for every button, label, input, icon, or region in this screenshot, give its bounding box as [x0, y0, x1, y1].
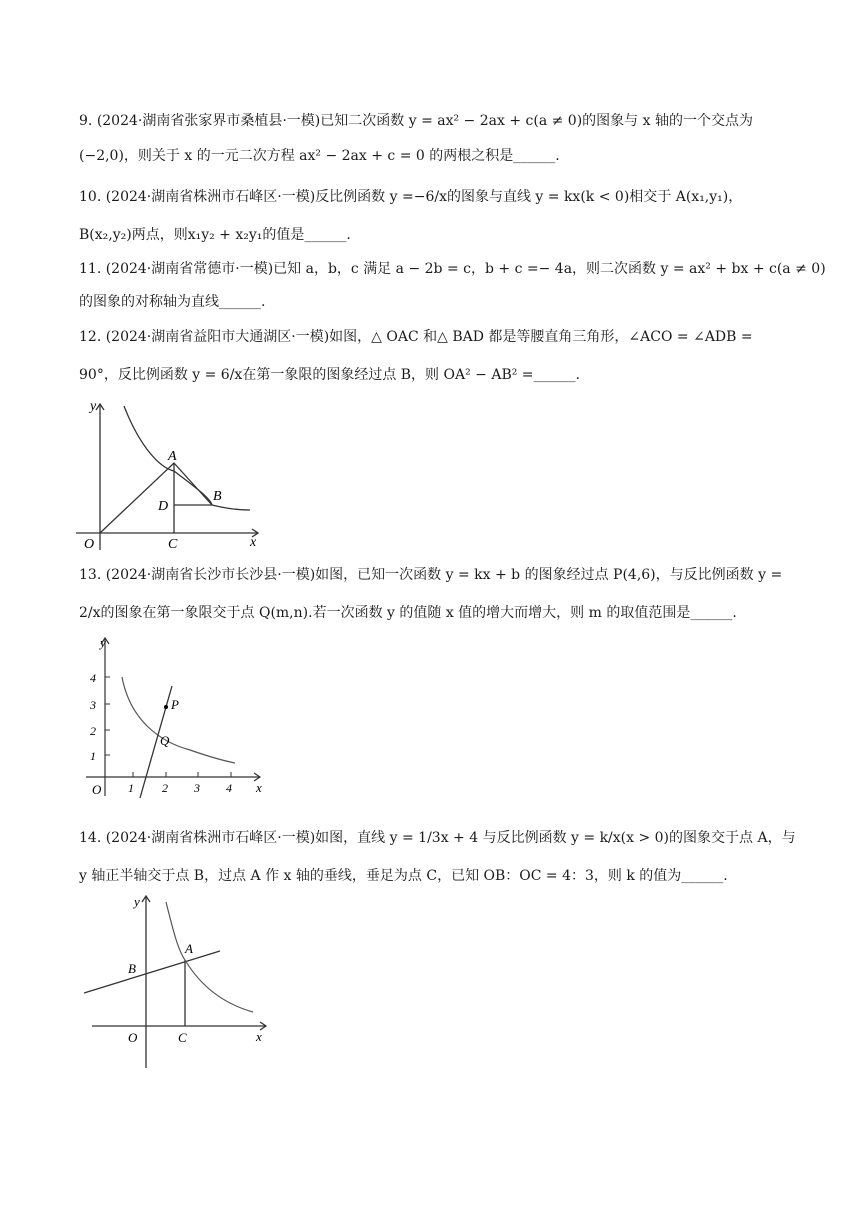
problem-14-figure	[78, 890, 278, 1075]
problem-number: 11.	[79, 261, 102, 277]
problem-number: 14.	[79, 830, 102, 846]
label-x: x	[250, 535, 257, 550]
label-b: B	[128, 961, 136, 976]
problem-text: (2024·湖南省张家界市桑植县·一模)已知二次函数 y = ax² − 2ax + c(a ≠ 0)的图象与 x 轴的一个交点为	[96, 113, 753, 129]
problem-10-line-1	[79, 187, 742, 207]
label-y: y	[134, 894, 140, 909]
label-o: O	[128, 1030, 138, 1045]
y-tick-label: 1	[90, 749, 96, 763]
label-y: y	[100, 635, 106, 650]
problem-12-line-1	[79, 327, 753, 347]
hyperbola-curve	[166, 902, 253, 1012]
problem-13-figure	[80, 630, 280, 802]
problem-12-line-2: 90°，反比例函数 y = 6/x在第一象限的图象经过点 B，则 OA² − AB² =______.	[79, 367, 580, 383]
label-q: Q	[160, 733, 170, 748]
x-tick-label: 2	[162, 781, 168, 795]
label-a: A	[168, 449, 177, 464]
label-o: O	[84, 537, 95, 552]
x-tick-label: 3	[194, 781, 200, 795]
problem-text: (2024·湖南省株洲市石峰区·一模)反比例函数 y =−6/x的图象与直线 y = kx(k < 0)相交于 A(x₁,y₁)，	[105, 189, 743, 205]
problem-number: 12.	[79, 329, 102, 345]
problem-9-line-2: (−2,0)，则关于 x 的一元二次方程 ax² − 2ax + c = 0 的两根之积是______.	[79, 148, 560, 164]
problem-13-line-2: 2/x的图象在第一象限交于点 Q(m,n).若一次函数 y 的值随 x 值的增大而增大，则 m 的取值范围是______.	[79, 605, 737, 621]
problem-11-line-1	[79, 259, 826, 279]
problem-text: (2024·湖南省益阳市大通湖区·一模)如图，△ OAC 和△ BAD 都是等腰直角三角形，∠ACO = ∠ADB =	[105, 329, 753, 345]
x-tick-label: 1	[128, 781, 134, 795]
x-tick-label: 4	[226, 781, 232, 795]
hyperbola-curve	[122, 677, 235, 763]
label-o: O	[92, 782, 102, 797]
problem-9-line-1	[79, 111, 753, 131]
problem-number: 9.	[79, 113, 93, 129]
label-c: C	[168, 537, 178, 552]
problem-text: (2024·湖南省常德市·一模)已知 a，b，c 满足 a − 2b = c，b + c =− 4a，则二次函数 y = ax² + bx + c(a ≠ 0)	[105, 261, 826, 277]
problem-text: (2024·湖南省株洲市石峰区·一模)如图，直线 y = 1/3x + 4 与反比例函数 y = k/x(x > 0)的图象交于点 A，与	[105, 830, 796, 846]
y-tick-label: 4	[90, 671, 96, 685]
problem-10-line-2: B(x₂,y₂)两点，则x₁y₂ + x₂y₁的值是______.	[79, 227, 351, 243]
problem-number: 10.	[79, 189, 102, 205]
problem-14-line-1	[79, 828, 796, 848]
y-tick-label: 3	[90, 698, 96, 712]
point-p	[164, 705, 168, 709]
hyperbola-curve	[124, 406, 250, 510]
label-b: B	[213, 489, 222, 504]
label-x: x	[256, 780, 262, 795]
label-x: x	[256, 1029, 262, 1044]
label-d: D	[158, 499, 169, 514]
label-y: y	[90, 399, 97, 414]
label-a: A	[185, 941, 193, 956]
label-c: C	[178, 1030, 187, 1045]
label-p: P	[171, 697, 179, 712]
problem-11-line-2: 的图象的对称轴为直线______.	[79, 294, 266, 310]
problem-13-line-1	[79, 565, 782, 585]
straight-line	[84, 951, 220, 993]
triangle-o-a-b	[100, 463, 212, 533]
problem-text: (2024·湖南省长沙市长沙县·一模)如图，已知一次函数 y = kx + b 的图象经过点 P(4,6)，与反比例函数 y =	[105, 567, 783, 583]
y-tick-label: 2	[90, 724, 96, 738]
problem-number: 13.	[79, 567, 102, 583]
problem-12-figure	[70, 392, 270, 552]
problem-14-line-2: y 轴正半轴交于点 B，过点 A 作 x 轴的垂线，垂足为点 C，已知 OB：OC = 4：3，则 k 的值为______.	[79, 868, 728, 884]
